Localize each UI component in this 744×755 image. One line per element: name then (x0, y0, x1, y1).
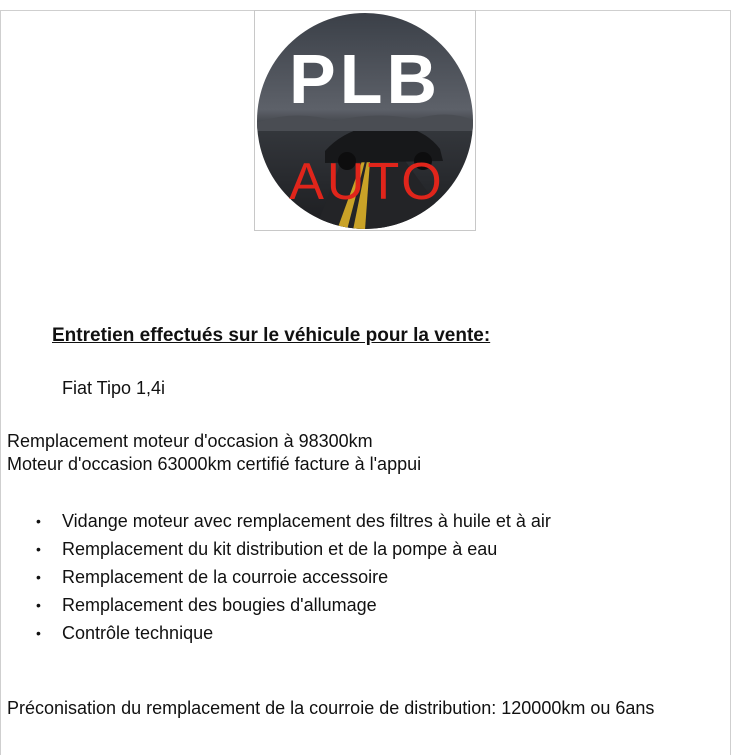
service-text: Contrôle technique (62, 623, 214, 643)
service-text: Remplacement des bougies d'allumage (62, 595, 377, 615)
engine-info (7, 430, 421, 476)
document-heading: Entretien effectués sur le véhicule pour la vente: (52, 325, 491, 346)
distribution-recommendation: Préconisation du remplacement de la courroie de distribution: 120000km ou 6ans (7, 698, 655, 718)
bullet-icon: • (36, 625, 41, 641)
engine-line: Remplacement moteur d'occasion à 98300km (7, 431, 373, 451)
service-list (0, 507, 551, 647)
service-text: Vidange moteur avec remplacement des filtres à huile et à air (62, 511, 551, 531)
logo-line2: AUTO (289, 153, 445, 211)
bullet-icon: • (36, 541, 41, 557)
engine-line: Moteur d'occasion 63000km certifié facture à l'appui (7, 454, 422, 474)
logo-image (255, 11, 475, 230)
logo-line1: PLB (289, 40, 441, 118)
bullet-icon: • (36, 569, 41, 585)
logo-plb-auto (254, 10, 476, 231)
bullet-icon: • (36, 513, 41, 529)
service-text: Remplacement de la courroie accessoire (62, 567, 389, 587)
service-text: Remplacement du kit distribution et de la pompe à eau (62, 539, 498, 559)
service-item (0, 535, 551, 563)
service-item (0, 591, 551, 619)
service-item (0, 619, 551, 647)
service-item (0, 563, 551, 591)
bullet-icon: • (36, 597, 41, 613)
vehicle-model: Fiat Tipo 1,4i (62, 378, 166, 398)
service-item (0, 507, 551, 535)
